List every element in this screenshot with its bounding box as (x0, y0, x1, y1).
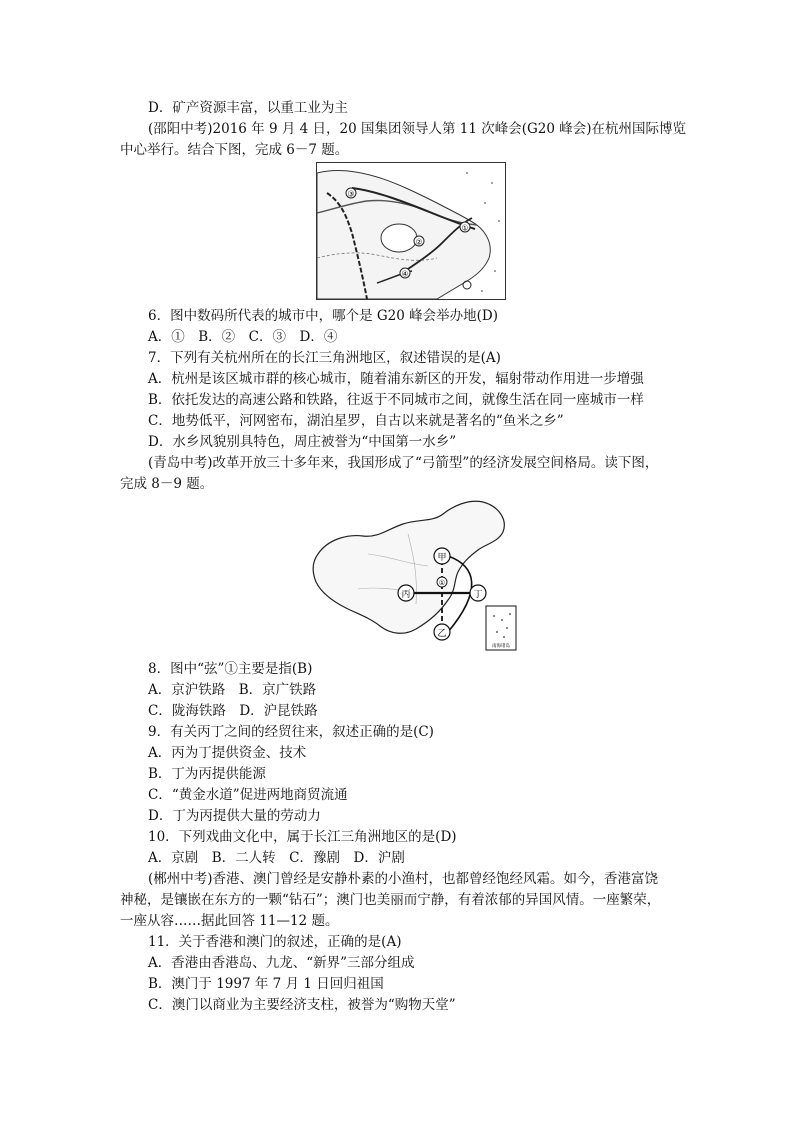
q10-options: A．京剧 B．二人转 C．豫剧 D．沪剧 (148, 850, 405, 866)
passage-chenzhou: (郴州中考)香港、澳门曾经是安静朴素的小渔村，也都曾经饱经风霜。如今，香港富饶 (148, 871, 659, 887)
q10-stem: 10．下列戏曲文化中，属于长江三角洲地区的是(D) (148, 829, 457, 845)
yangtze-delta-map-svg (317, 163, 505, 299)
map1-label-2: ② (415, 237, 423, 247)
map1-label-3: ③ (347, 189, 355, 199)
passage-shaoyang-cont: 中心举行。结合下图，完成 6－7 题。 (120, 142, 349, 158)
q9-option-d: D．丁为丙提供大量的劳动力 (148, 808, 321, 824)
map1-label-4: ④ (401, 269, 409, 279)
q9-option-a: A．丙为丁提供资金、技术 (148, 745, 307, 761)
q7-option-b: B．依托发达的高速公路和铁路，往返于不同城市之间，就像生活在同一座城市一样 (148, 392, 644, 408)
map2-label-yi: 乙 (437, 629, 447, 639)
q9-option-b: B．丁为丙提供能源 (148, 766, 266, 782)
yangtze-delta-map (316, 162, 506, 300)
passage-chenzhou-cont1: 神秘，是镶嵌在东方的一颗“钻石”；澳门也美丽而宁静，有着浓郁的异国风情。一座繁荣， (120, 892, 661, 908)
china-bow-arrow-map (308, 494, 518, 654)
passage-qingdao-cont: 完成 8－9 题。 (120, 476, 214, 492)
q5-option-d: D．矿产资源丰富，以重工业为主 (148, 100, 348, 116)
q8-options-ab: A．京沪铁路 B．京广铁路 (148, 682, 317, 698)
map2-label-string: ① (438, 579, 446, 587)
map2-label-bing: 丙 (401, 590, 411, 600)
q11-option-a: A．香港由香港岛、九龙、“新界”三部分组成 (148, 955, 415, 971)
q11-option-c: C．澳门以商业为主要经济支柱，被誉为“购物天堂” (148, 997, 456, 1013)
q11-option-b: B．澳门于 1997 年 7 月 1 日回归祖国 (148, 976, 384, 992)
q7-option-a: A．杭州是该区城市群的核心城市，随着浦东新区的开发，辐射带动作用进一步增强 (148, 371, 644, 387)
q6-options: A．① B．② C．③ D．④ (148, 329, 338, 345)
passage-shaoyang: (邵阳中考)2016 年 9 月 4 日，20 国集团领导人第 11 次峰会(G20 峰会)在杭州国际博览 (148, 121, 687, 137)
map2-label-ding: 丁 (473, 590, 483, 600)
q11-stem: 11．关于香港和澳门的叙述，正确的是(A) (148, 934, 402, 950)
map2-label-jia: 甲 (437, 553, 447, 563)
q7-stem: 7．下列有关杭州所在的长江三角洲地区，叙述错误的是(A) (148, 350, 501, 366)
q8-options-cd: C．陇海铁路 D．沪昆铁路 (148, 703, 318, 719)
q8-stem: 8．图中“弦”①主要是指(B) (148, 661, 313, 677)
passage-chenzhou-cont2: 一座从容……据此回答 11—12 题。 (120, 913, 339, 929)
china-map-svg (308, 494, 518, 654)
q7-option-c: C．地势低平，河网密布，湖泊星罗，自古以来就是著名的“鱼米之乡” (148, 413, 564, 429)
q9-option-c: C．“黄金水道”促进两地商贸流通 (148, 787, 348, 803)
q9-stem: 9．有关丙丁之间的经贸往来，叙述正确的是(C) (148, 724, 434, 740)
q7-option-d: D．水乡风貌别具特色，周庄被誉为“中国第一水乡” (148, 434, 457, 450)
q6-stem: 6．图中数码所代表的城市中，哪个是 G20 峰会举办地(D) (148, 308, 498, 324)
passage-qingdao: (青岛中考)改革开放三十多年来，我国形成了“弓箭型”的经济发展空间格局。读下图， (148, 455, 659, 471)
map1-label-1: ① (461, 223, 469, 233)
map2-inset-label: 南海诸岛 (492, 644, 510, 649)
